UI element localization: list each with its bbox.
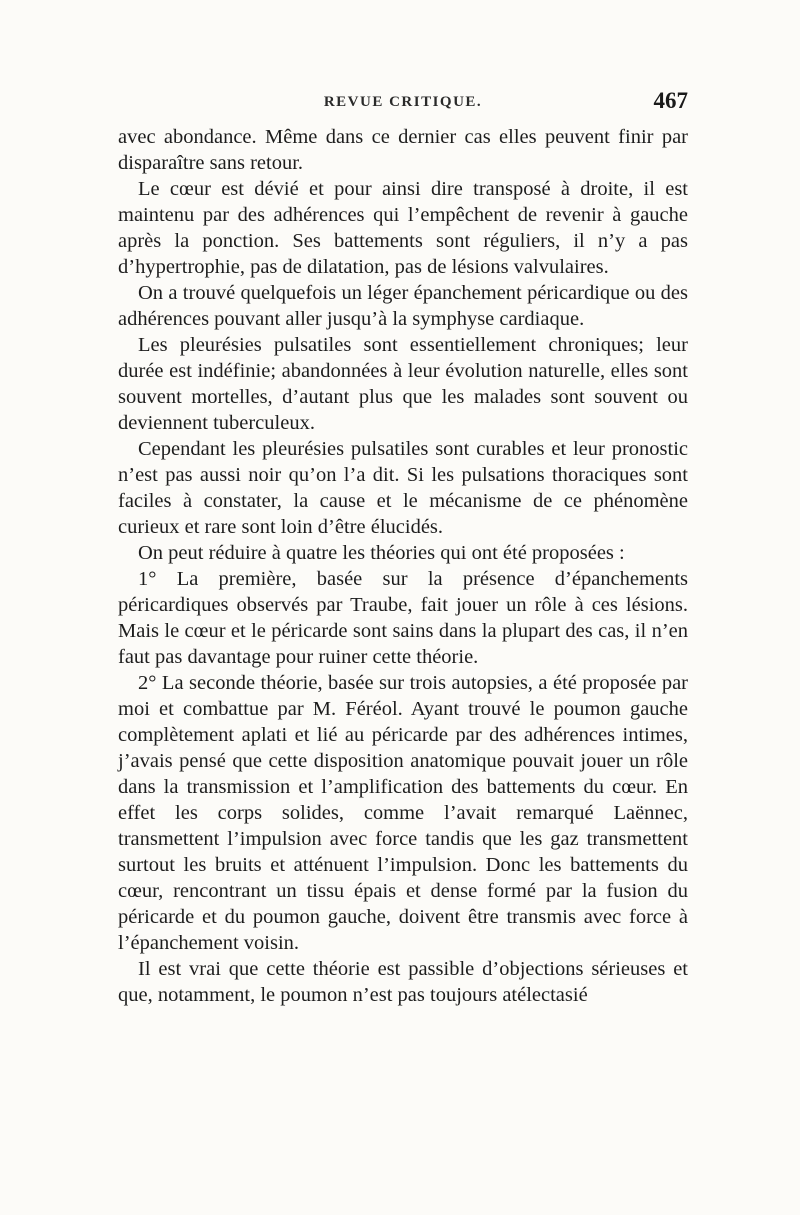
- paragraph: Cependant les pleurésies pulsatiles sont curables et leur pronostic n’est pas aussi noir qu’on l’a dit. Si les pulsations thoraciques sont faciles à constater, la cause et le mécanisme de ce phénomène curieux et rare sont loin d’être élucidés.: [118, 438, 688, 538]
- paragraph: Les pleurésies pulsatiles sont essentiellement chroniques; leur durée est indéfinie; abandonnées à leur évolution naturelle, elles sont souvent mortelles, d’autant plus que les malades sont souvent ou deviennent tuberculeux.: [118, 334, 688, 434]
- page-number: 467: [653, 88, 688, 113]
- running-title: REVUE CRITIQUE.: [323, 94, 483, 110]
- paragraph: 2° La seconde théorie, basée sur trois autopsies, a été proposée par moi et combattue par M. Féréol. Ayant trouvé le poumon gauche complètement aplati et lié au péricarde par des adhérences intimes, j’avais pensé que cette disposition anatomique pouvait jouer un rôle dans la transmission et l’amplification des battements du cœur. En effet les corps solides, comme l’avait remarqué Laënnec, transmettent l’impulsion avec force tandis que les gaz transmettent surtout les bruits et atténuent l’impulsion. Donc les battements du cœur, rencontrant un tissu épais et dense formé par la fusion du péricarde et du poumon gauche, doivent être transmis avec force à l’épanchement voisin.: [118, 672, 688, 954]
- body-text: [118, 124, 688, 1008]
- paragraph: Il est vrai que cette théorie est passible d’objections sérieuses et que, notamment, le poumon n’est pas toujours atélectasié: [118, 958, 688, 1006]
- paragraph: 1° La première, basée sur la présence d’épanchements péricardiques observés par Traube, fait jouer un rôle à ces lésions. Mais le cœur et le péricarde sont sains dans la plupart des cas, il n’en faut pas davantage pour ruiner cette théorie.: [118, 568, 688, 668]
- paragraph: On a trouvé quelquefois un léger épanchement péricardique ou des adhérences pouvant aller jusqu’à la symphyse cardiaque.: [118, 282, 688, 330]
- paragraph: On peut réduire à quatre les théories qui ont été proposées :: [138, 542, 625, 564]
- paragraph: Le cœur est dévié et pour ainsi dire transposé à droite, il est maintenu par des adhérences qui l’empêchent de revenir à gauche après la ponction. Ses battements sont réguliers, il n’y a pas d’hypertrophie, pas de dilatation, pas de lésions valvulaires.: [118, 178, 688, 278]
- paragraph: avec abondance. Même dans ce dernier cas elles peuvent finir par disparaître sans retour.: [118, 126, 688, 174]
- running-head: [118, 88, 688, 118]
